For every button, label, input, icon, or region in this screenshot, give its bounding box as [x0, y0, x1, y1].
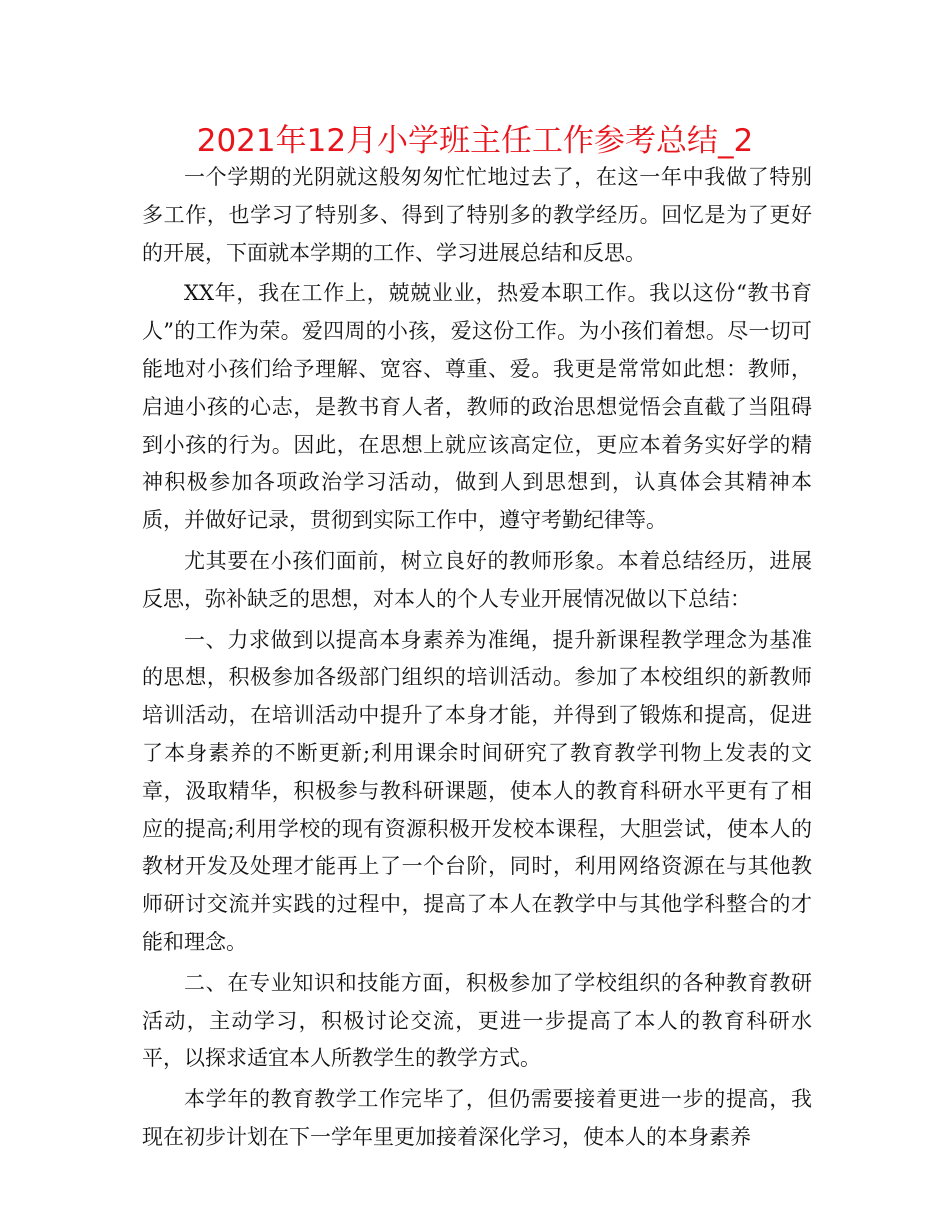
document-title: 2021年12月小学班主任工作参考总结_2 — [196, 123, 754, 159]
paragraph: XX年，我在工作上，兢兢业业，热爱本职工作。我以这份“教书育人”的工作为荣。爱四周的小孩，爱这份工作。为小孩们着想。尽一切可能地对小孩们给予理解、宽容、尊重、爱。我更是常常如此想：教师，启迪小孩的心志，是教书育人者，教师的政治思想觉悟会直截了当阻碍到小孩的行为。因此，在思想上就应该高定位，更应本着务实好学的精神积极参加各项政治学习活动，做到人到思想到，认真体会其精神本质，并做好记录，贯彻到实际工作中，遵守考勤纪律等。 — [142, 281, 812, 533]
paragraph: 二、在专业知识和技能方面，积极参加了学校组织的各种教育教研活动，主动学习，积极讨论交流，更进一步提高了本人的教育科研水平，以探求适宜本人所教学生的教学方式。 — [142, 970, 812, 1071]
paragraph: 一个学期的光阴就这般匆匆忙忙地过去了，在这一年中我做了特别多工作，也学习了特别多、得到了特别多的教学经历。回忆是为了更好的开展，下面就本学期的工作、学习进展总结和反思。 — [142, 165, 812, 265]
paragraph: 本学年的教育教学工作完毕了，但仍需要接着更进一步的提高，我现在初步计划在下一学年里更加接着深化学习，使本人的本身素养 — [142, 1087, 812, 1149]
paragraph: 尤其要在小孩们面前，树立良好的教师形象。本着总结经历，进展反思，弥补缺乏的思想，对本人的个人专业开展情况做以下总结： — [142, 548, 812, 611]
paragraph: 一、力求做到以提高本身素养为准绳，提升新课程教学理念为基准的思想，积极参加各级部门组织的培训活动。参加了本校组织的新教师培训活动，在培训活动中提升了本身才能，并得到了锻炼和提高，促进了本身素养的不断更新;利用课余时间研究了教育教学刊物上发表的文章，汲取精华，积极参与教科研课题，使本人的教育科研水平更有了相应的提高;利用学校的现有资源积极开发校本课程，大胆尝试，使本人的教材开发及处理才能再上了一个台阶，同时，利用网络资源在与其他教师研讨交流并实践的过程中，提高了本人在教学中与其他学科整合的才能和理念。 — [142, 627, 812, 954]
document-body — [142, 159, 812, 1160]
